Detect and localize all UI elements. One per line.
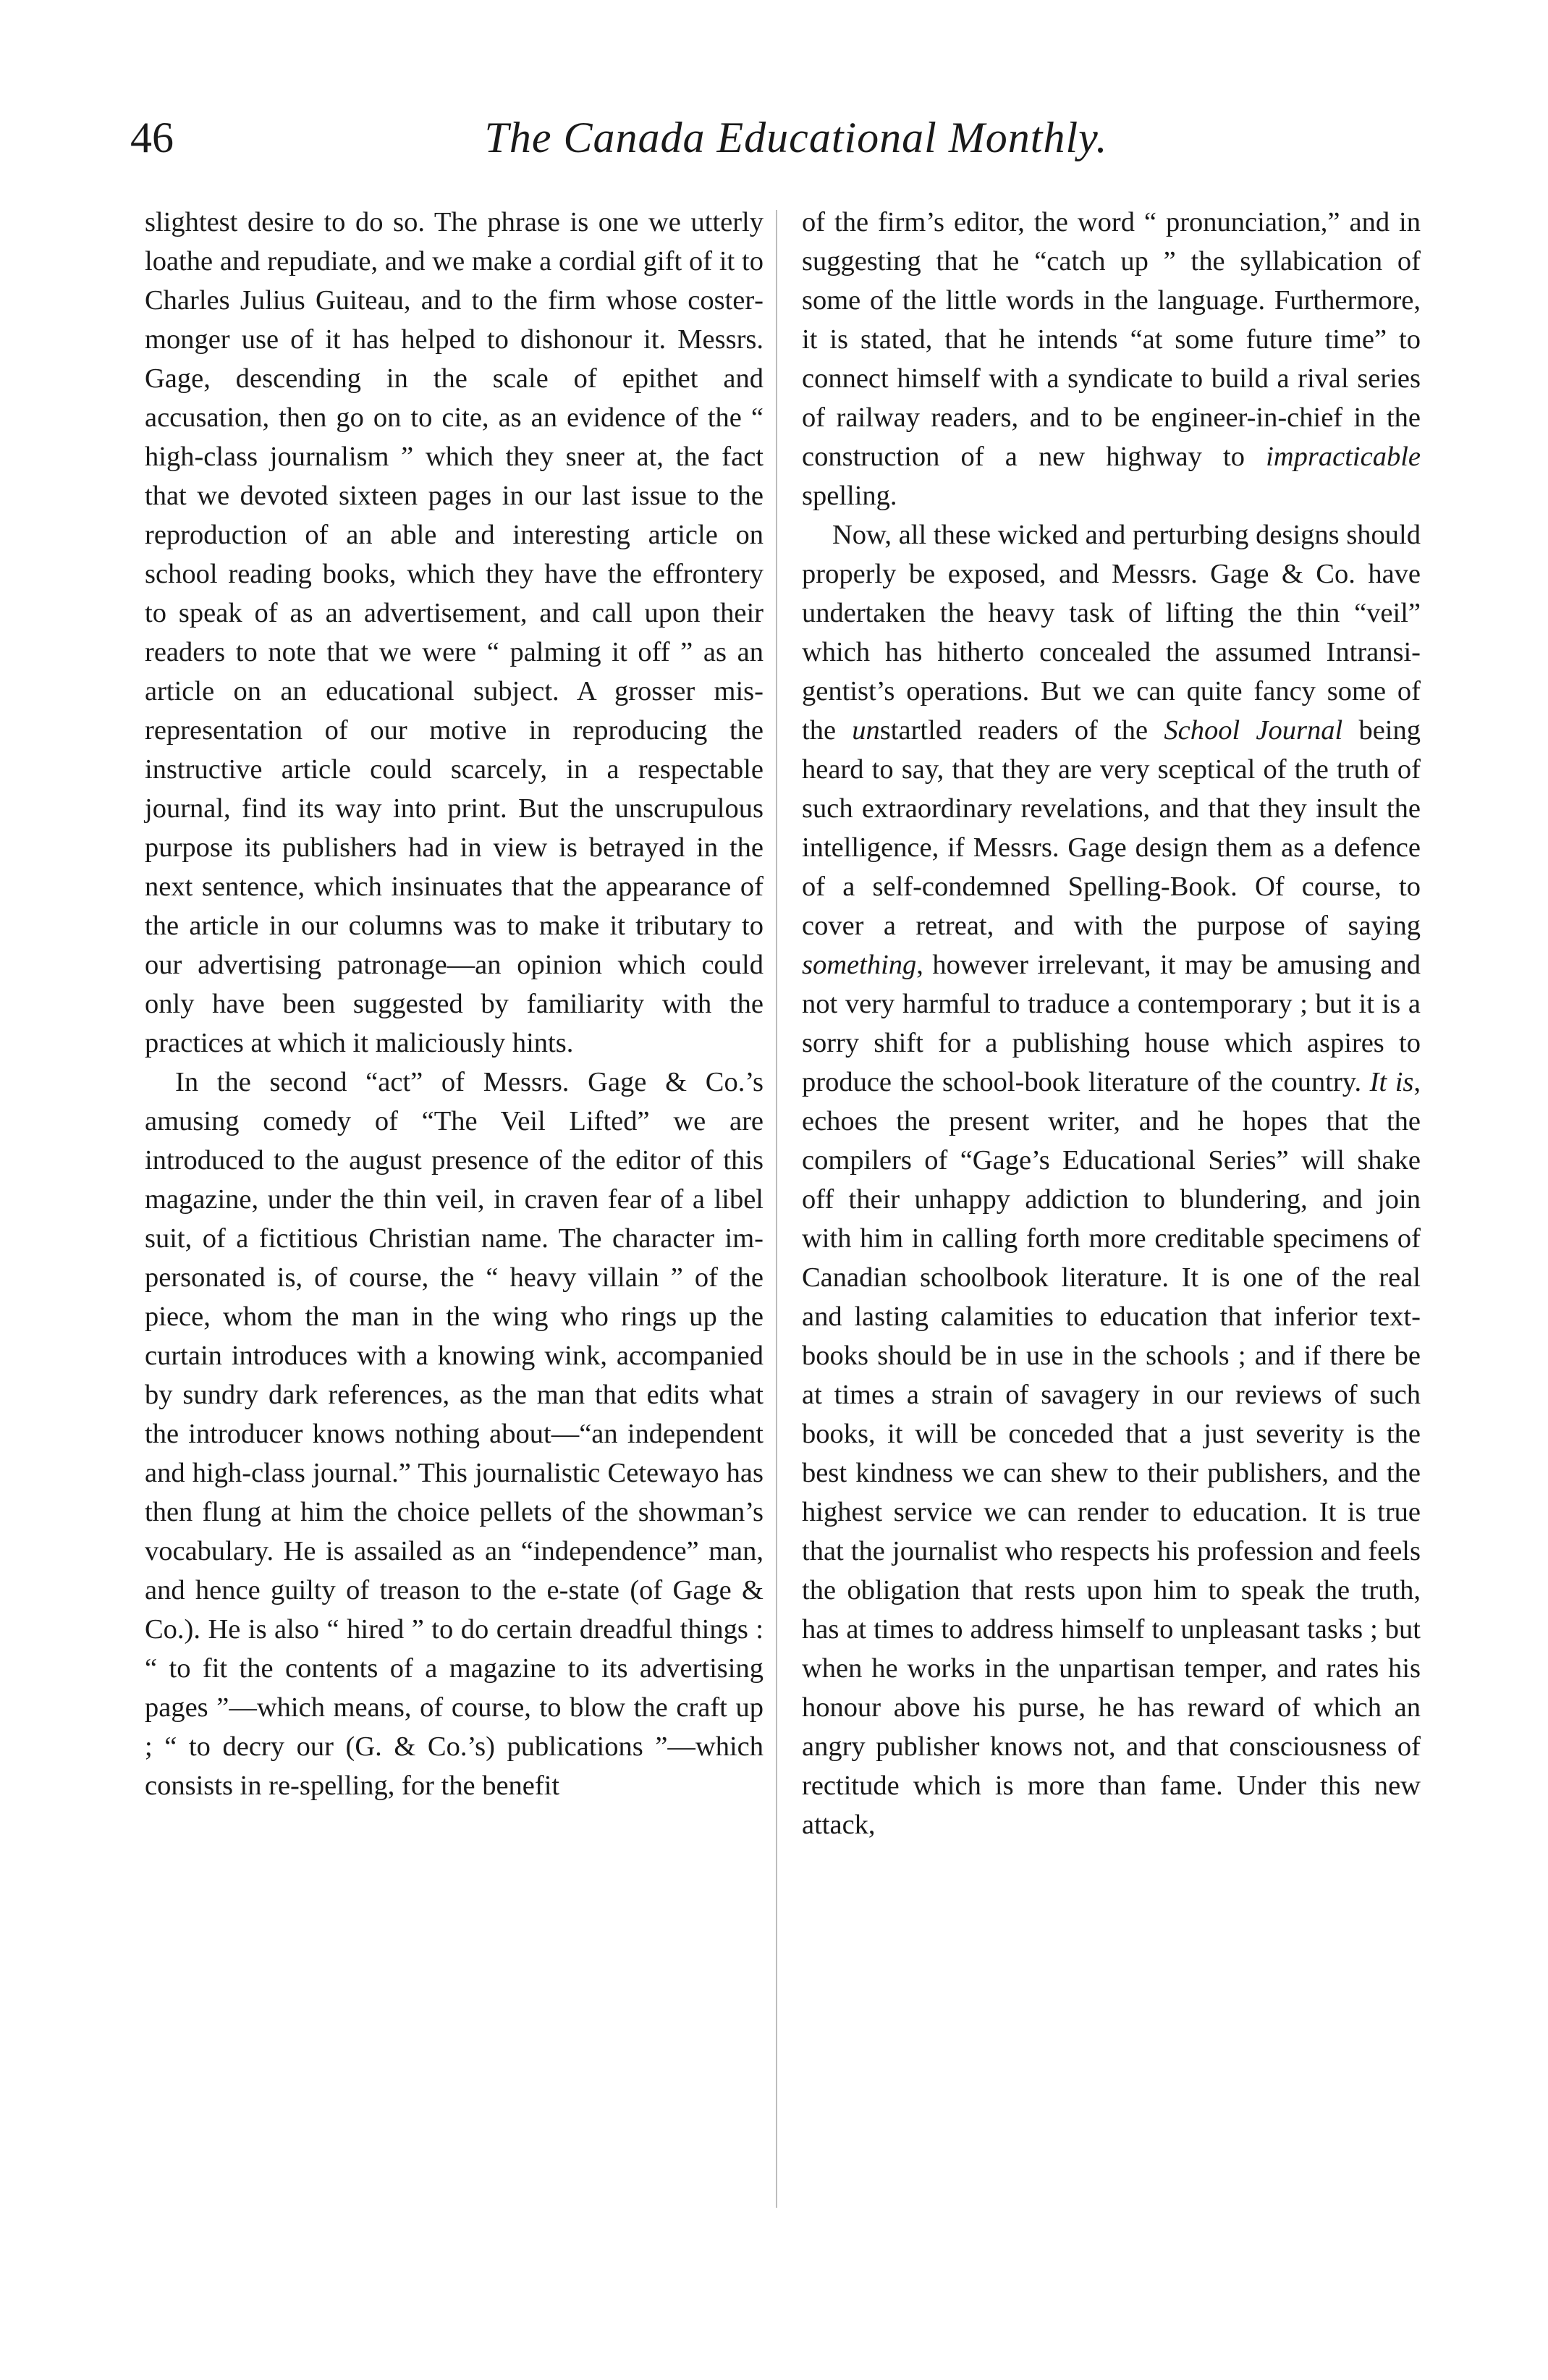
text-run: Now, all these wicked and perturbing designs should properly be exposed, and Messrs. Gage & Co. have undertaken the heavy task of lifting the thin “veil” which has hitherto concealed the assumed Intransigentist’s operations. But we can quite fancy some of the	[802, 520, 1421, 746]
italic-text: impracticable	[1266, 442, 1421, 472]
running-title: The Canada Educational Monthly.	[484, 114, 1108, 161]
right-paragraph-1	[802, 203, 1421, 515]
right-column	[802, 203, 1421, 1844]
left-paragraph-1: slightest desire to do so. The phrase is one we utterly loathe and repudiate, and we make a cordial gift of it to Charles Julius Guiteau, and to the firm whose costermonger use of it has helped to dishonour it. Messrs. Gage, descending in the scale of epithet and accusation, then go on to cite, as an evidence of the “ high-class journalism ” which they sneer at, the fact that we devoted sixteen pages in our last issue to the reproduction of an able and interesting article on school reading books, which they have the effrontery to speak of as an advertisement, and call upon their readers to note that we were “ palming it off ” as an article on an educational subject. A grosser misrepresentation of our motive in reproducing the instructive article could scarcely, in a respectable journal, find its way into print. But the unscrupulous purpose its publishers had in view is betrayed in the next sentence, which insinuates that the appearance of the article in our columns was to make it tributary to our advertising patronage—an opinion which could only have been suggested by familiarity with the practices at which it maliciously hints.	[145, 207, 764, 1058]
text-run: startled readers of the	[879, 715, 1164, 746]
column-divider	[776, 210, 777, 2208]
text-run: , however irrelevant, it may be amusing and not very harmful to traduce a contemporary ; but it is a sorry shift for a publishing house which aspires to produce the school-book literature of the country.	[802, 950, 1421, 1097]
right-paragraph-2	[802, 515, 1421, 1844]
text-run: , echoes the present writer, and he hopes that the compilers of “Gage’s Educational Series” will shake off their unhappy addiction to blundering, and join with him in calling forth more creditable specimens of Canadian schoolbook literature. It is one of the real and lasting calamities to education that inferior text-books should be in use in the schools ; and if there be at times a strain of savagery in our reviews of such books, it will be conceded that a just severity is the best kindness we can shew to their publishers, and the highest service we can render to education. It is true that the journalist who respects his profession and feels the obligation that rests upon him to speak the truth, has at times to address himself to unpleasant tasks ; but when he works in the unpartisan temper, and rates his honour above his purse, he has reward of which an angry publisher knows not, and that consciousness of rectitude which is more than fame. Under this new attack,	[802, 1067, 1421, 1840]
italic-text: un	[852, 715, 880, 746]
italic-text: School Journal	[1164, 715, 1343, 746]
text-run: being heard to say, that they are very sceptical of the truth of such extraordinary revelations, and that they insult the intelligence, if Messrs. Gage design them as a defence of a self-condemned Spelling-Book. Of course, to cover a retreat, and with the purpose of saying	[802, 715, 1421, 941]
page-number: 46	[130, 114, 174, 161]
italic-text: something	[802, 950, 917, 980]
left-column	[145, 203, 764, 1805]
text-run: spelling.	[802, 481, 897, 511]
italic-text: It is	[1369, 1067, 1414, 1097]
left-paragraph-2: In the second “act” of Messrs. Gage & Co.’s amusing comedy of “The Veil Lifted” we are introduced to the august presence of the editor of this magazine, under the thin veil, in craven fear of a libel suit, of a fictitious Christian name. The character impersonated is, of course, the “ heavy villain ” of the piece, whom the man in the wing who rings up the curtain introduces with a knowing wink, accompanied by sundry dark references, as the man that edits what the introducer knows nothing about—“an independent and high-class journal.” This journalistic Cetewayo has then flung at him the choice pellets of the showman’s vocabulary. He is assailed as an “independence” man, and hence guilty of treason to the e-state (of Gage & Co.). He is also “ hired ” to do certain dreadful things : “ to fit the contents of a magazine to its advertising pages ”—which means, of course, to blow the craft up ; “ to decry our (G. & Co.’s) publications ”—which consists in re-spelling, for the benefit	[145, 1067, 764, 1801]
text-run: of the firm’s editor, the word “ pronunciation,” and in suggesting that he “catch up ” the syllabication of some of the little words in the language. Furthermore, it is stated, that he intends “at some future time” to connect himself with a syndicate to build a rival series of railway readers, and to be engineer-in-chief in the construction of a new highway to	[802, 207, 1421, 472]
